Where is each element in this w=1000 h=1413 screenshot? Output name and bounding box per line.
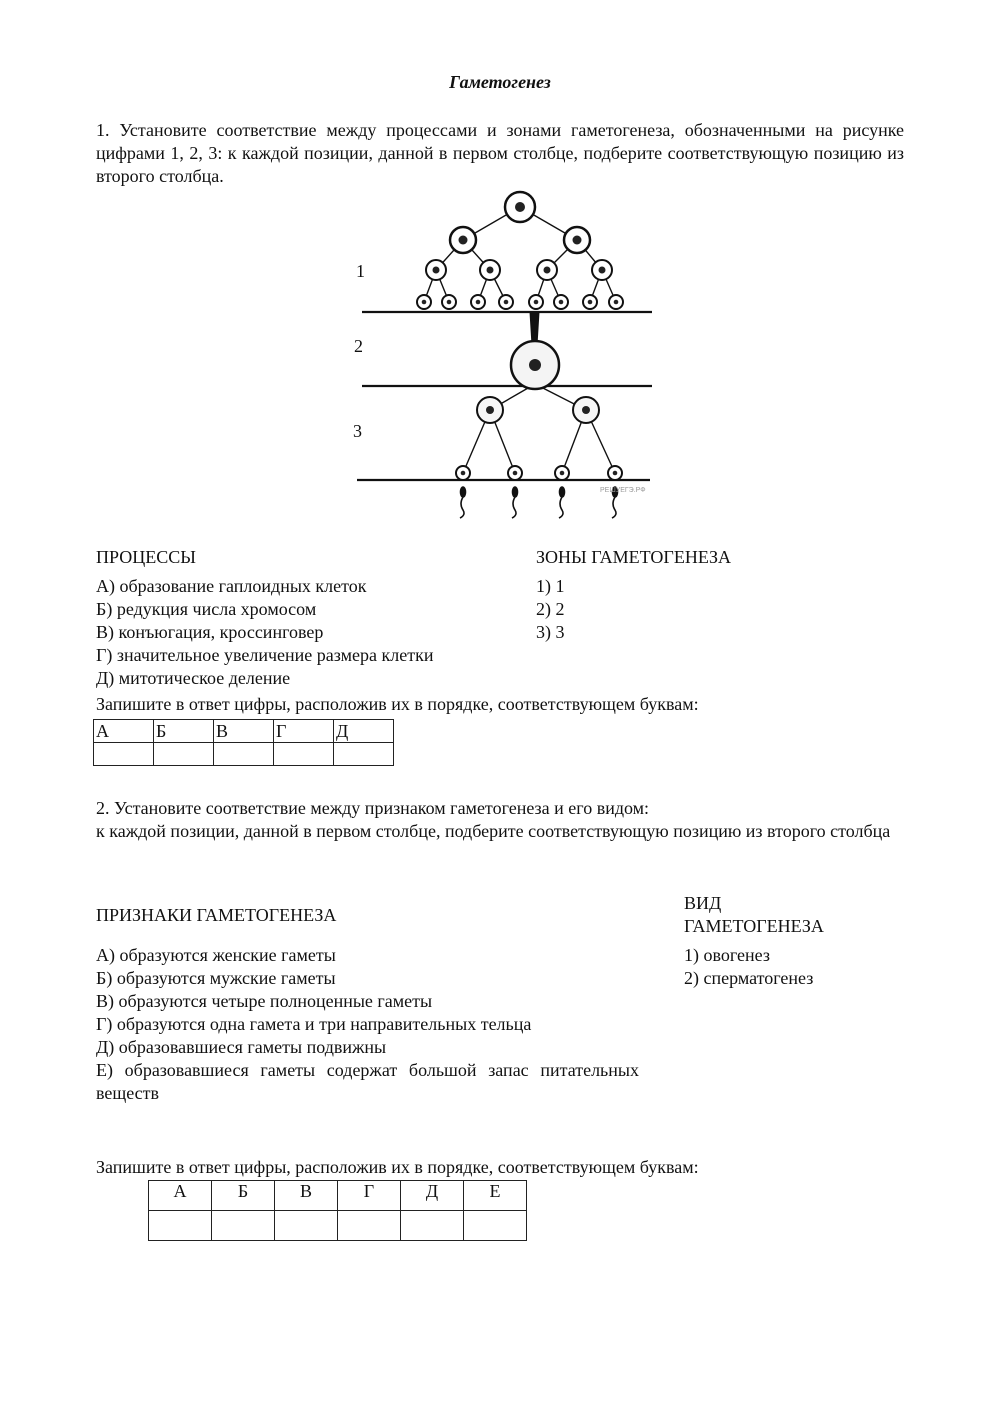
q2-option-1: 1) овогенез xyxy=(684,945,770,965)
zone-label-1: 1 xyxy=(356,261,365,281)
zone-label-3: 3 xyxy=(353,421,362,441)
q2-title-line: 2. Установите соответствие между признаком гаметогенеза и его видом: xyxy=(96,798,650,818)
q1-item-d: Д) митотическое деление xyxy=(96,668,291,688)
q1-option-1: 1) 1 xyxy=(536,576,565,596)
q2-header-b: Б xyxy=(212,1181,275,1211)
watermark: РЕШУЕГЭ.РФ xyxy=(600,487,646,494)
q1-answer-cell[interactable] xyxy=(274,743,334,766)
q1-answer-cell[interactable] xyxy=(334,743,394,766)
q2-answer-cell[interactable] xyxy=(401,1211,464,1241)
q2-answer-cell[interactable] xyxy=(338,1211,401,1241)
q2-option-2: 2) сперматогенез xyxy=(684,968,814,988)
q2-header-g: Г xyxy=(338,1181,401,1211)
q2-col1-header: ПРИЗНАКИ ГАМЕТОГЕНЕЗА xyxy=(96,905,337,925)
q2-answer-cell[interactable] xyxy=(149,1211,212,1241)
q1-col1-header: ПРОЦЕССЫ xyxy=(96,547,196,567)
q1-answer-cell[interactable] xyxy=(94,743,154,766)
q2-col2-header: ВИД ГАМЕТОГЕНЕЗА xyxy=(684,893,824,936)
gametogenesis-figure xyxy=(340,186,670,521)
q2-answer-cell[interactable] xyxy=(464,1211,527,1241)
q1-header-d: Д xyxy=(334,720,394,743)
q1-header-b: Б xyxy=(154,720,214,743)
q1-item-v: В) конъюгация, кроссинговер xyxy=(96,622,324,642)
sperm-cells xyxy=(460,487,618,518)
page-title: Гаметогенез xyxy=(449,72,551,92)
q2-item-b: Б) образуются мужские гаметы xyxy=(96,968,336,988)
q1-col2-header: ЗОНЫ ГАМЕТОГЕНЕЗА xyxy=(536,547,732,567)
q1-option-2: 2) 2 xyxy=(536,599,565,619)
q2-item-a: А) образуются женские гаметы xyxy=(96,945,336,965)
q2-instruction-line: к каждой позиции, данной в первом столбце, подберите соответствующую позицию из второго столбца xyxy=(96,821,891,841)
zone-label-2: 2 xyxy=(354,336,363,356)
q1-item-b: Б) редукция числа хромосом xyxy=(96,599,317,619)
q2-header-e: Е xyxy=(464,1181,527,1211)
q2-header-v: В xyxy=(275,1181,338,1211)
q2-item-d: Д) образовавшиеся гаметы подвижны xyxy=(96,1037,387,1057)
q1-header-g: Г xyxy=(274,720,334,743)
q1-option-3: 3) 3 xyxy=(536,622,565,642)
q2-answer-cell[interactable] xyxy=(212,1211,275,1241)
q2-item-g: Г) образуются одна гамета и три направительных тельца xyxy=(96,1014,532,1034)
q2-answer-cell[interactable] xyxy=(275,1211,338,1241)
q1-header-v: В xyxy=(214,720,274,743)
q2-item-e: Е) образовавшиеся гаметы содержат большой запас питательных веществ xyxy=(96,1060,639,1103)
q1-answer-cell[interactable] xyxy=(154,743,214,766)
q2-header-d: Д xyxy=(401,1181,464,1211)
q1-instruction: Запишите в ответ цифры, расположив их в порядке, соответствующем буквам: xyxy=(96,694,699,714)
q2-answer-table xyxy=(148,1180,527,1241)
q2-item-v: В) образуются четыре полноценные гаметы xyxy=(96,991,433,1011)
q1-answer-cell[interactable] xyxy=(214,743,274,766)
q1-item-g: Г) значительное увеличение размера клетки xyxy=(96,645,434,665)
q1-answer-table xyxy=(93,719,394,766)
q1-header-a: А xyxy=(94,720,154,743)
q1-item-a: А) образование гаплоидных клеток xyxy=(96,576,367,596)
q2-header-a: А xyxy=(149,1181,212,1211)
q1-text: 1. Установите соответствие между процессами и зонами гаметогенеза, обозначенными на рисунке цифрами 1, 2, 3: к каждой позиции, данной в первом столбце, подберите соответствующую позицию из второго столбца. xyxy=(96,120,904,186)
q2-answer-instruction: Запишите в ответ цифры, расположив их в порядке, соответствующем буквам: xyxy=(96,1157,699,1177)
